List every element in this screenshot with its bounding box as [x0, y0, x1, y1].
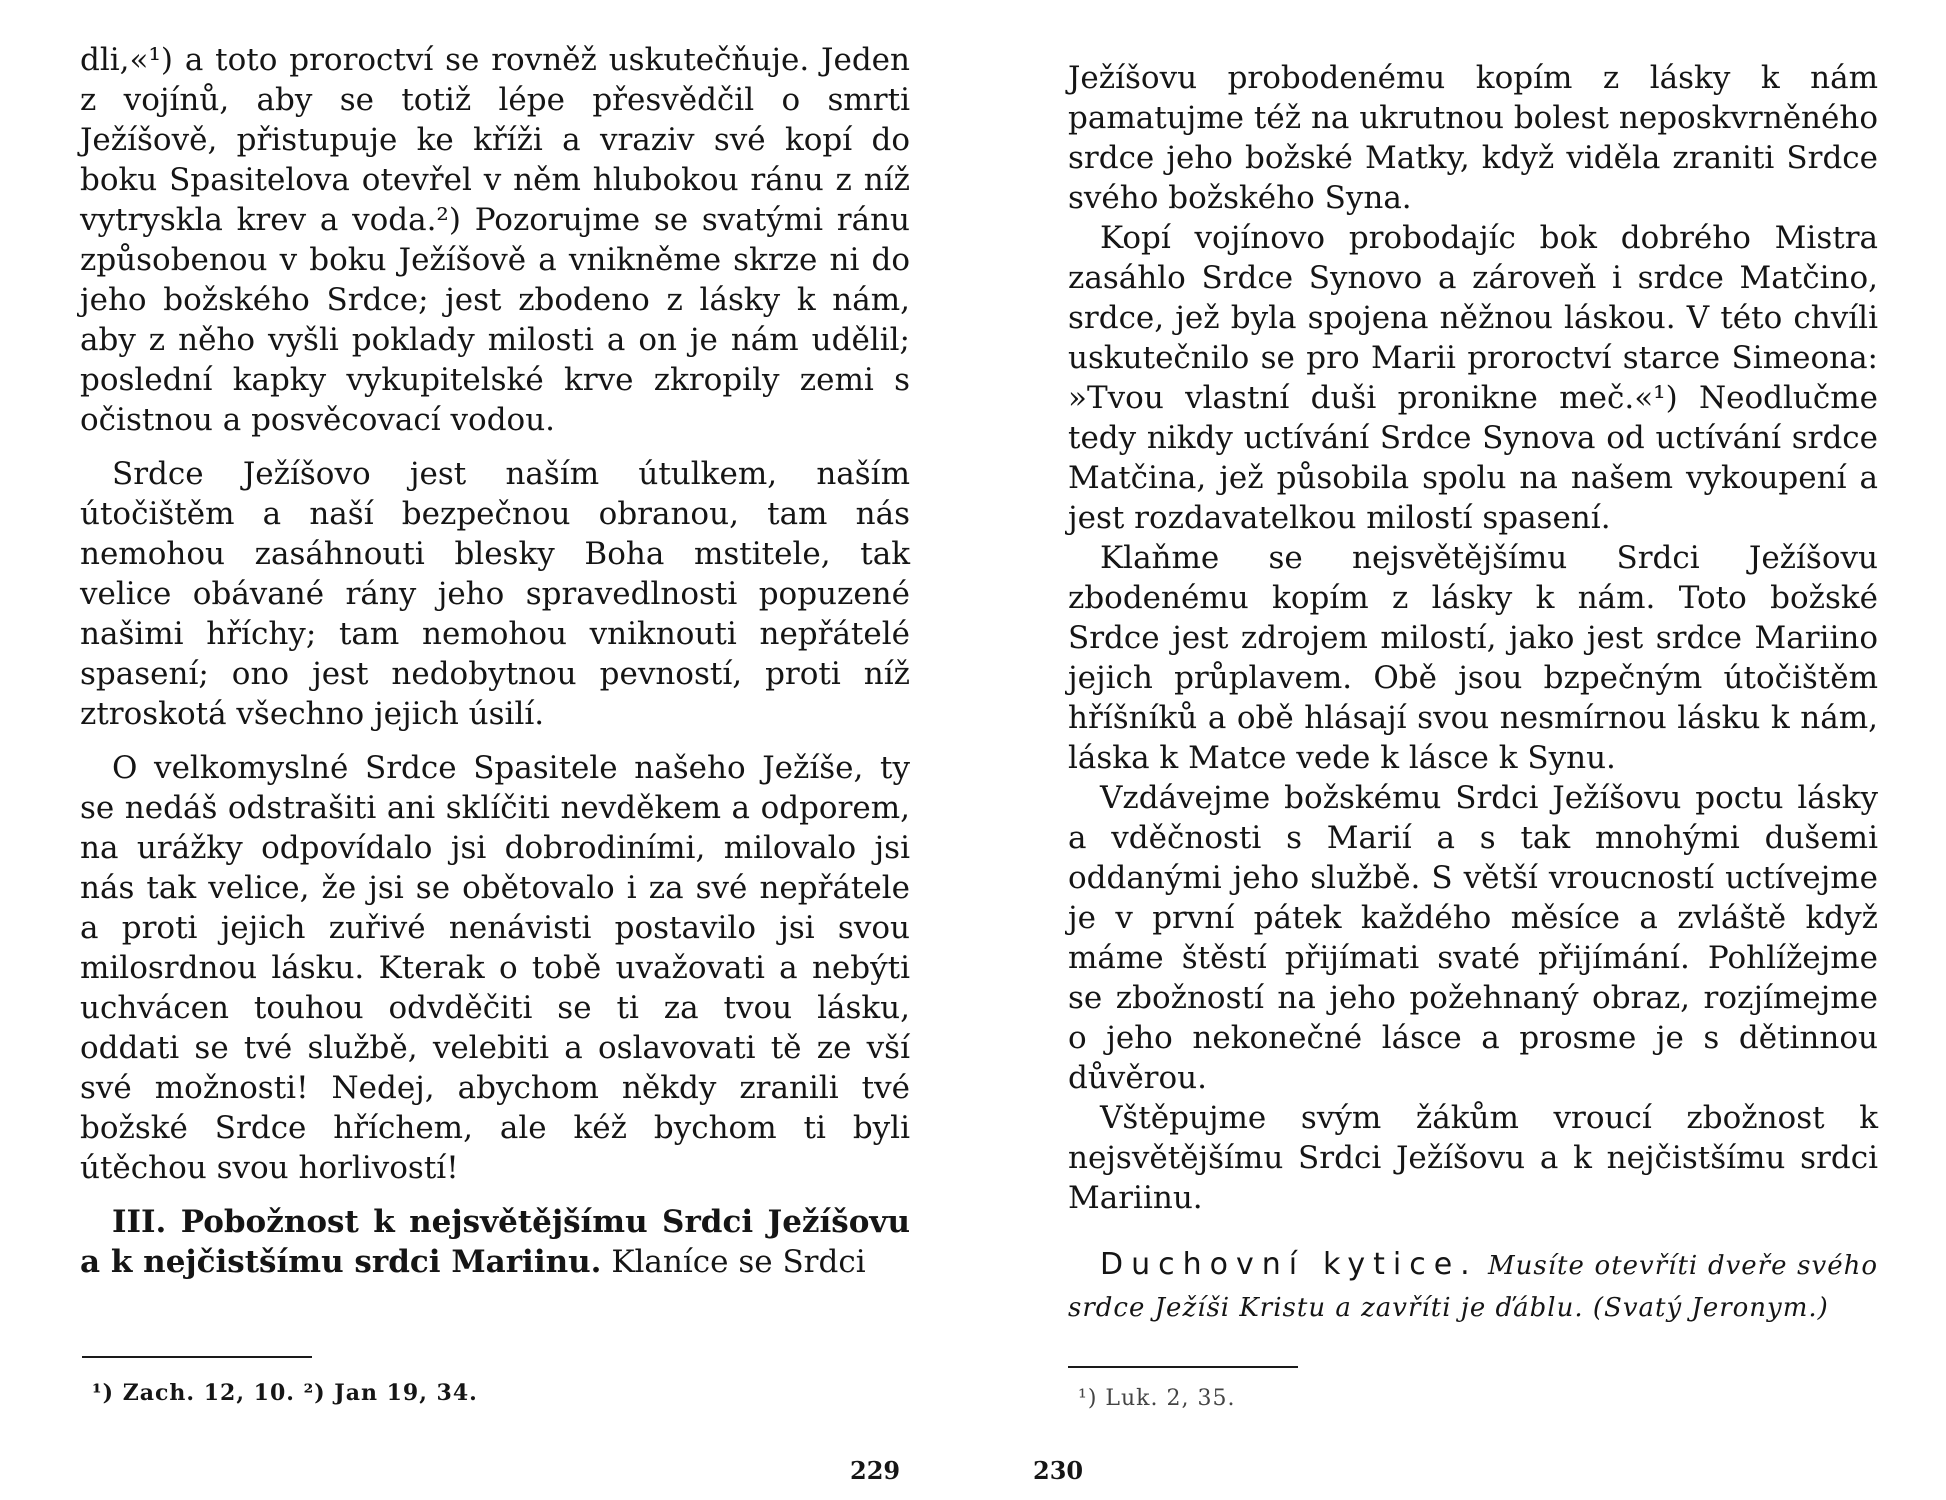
left-paragraph-1: dli,«¹) a toto proroctví se rovněž uskutečňuje. Jeden z vojínů, aby se totiž lépe přesvědčil o smrti Ježíšově, přistupuje ke kříži a vraziv své kopí do boku Spasitelova otevřel v něm hlubokou ránu z níž vytryskla krev a voda.²) Pozorujme se svatými ránu způsobenou v boku Ježíšově a vnikněme skrze ni do jeho božského Srdce; jest zbodeno z lásky k nám, aby z něho vyšli poklady milosti a on je nám udělil; poslední kapky vykupitelské krve zkropily zemi s očistnou a posvěcovací vodou.	[80, 42, 910, 438]
spiritual-text: Musíte otevříti dveře svého srdce Ježíši Kristu a zavříti je ďáblu. (Svatý Jeronym.)	[1068, 1251, 1878, 1323]
right-page-number: 230	[1033, 1456, 1084, 1485]
spiritual-bouquet	[1068, 1244, 1878, 1328]
section-heading-tail: Klaníce se Srdci	[611, 1244, 866, 1280]
section-heading-paragraph	[80, 1202, 910, 1282]
right-footnote-rule	[1068, 1366, 1298, 1368]
right-paragraph-5: Vštěpujme svým žákům vroucí zbožnost k nejsvětějšímu Srdci Ježíšovu a k nejčistšímu srdci Mariinu.	[1068, 1100, 1878, 1216]
left-footnote: ¹) Zach. 12, 10. ²) Jan 19, 34.	[92, 1380, 478, 1406]
left-paragraph-2: Srdce Ježíšovo jest naším útulkem, naším útočištěm a naší bezpečnou obranou, tam nás nemohou zasáhnouti blesky Boha mstitele, tak velice obávané rány jeho spravedlnosti popuzené našimi hříchy; tam nemohou vniknouti nepřátelé spasení; ono jest nedobytnou pevností, proti níž ztroskotá všechno jejich úsilí.	[80, 456, 910, 732]
left-footnote-rule	[82, 1356, 312, 1358]
left-page-number: 229	[850, 1456, 901, 1485]
right-paragraph-3: Klaňme se nejsvětějšímu Srdci Ježíšovu zbodenému kopím z lásky k nám. Toto božské Srdce jest zdrojem milostí, jako jest srdce Mariino jejich průplavem. Obě jsou bzpečným útočištěm hříšníků a obě hlásají svou nesmírnou lásku k nám, láska k Matce vede k lásce k Synu.	[1068, 540, 1878, 776]
right-paragraph-4: Vzdávejme božskému Srdci Ježíšovu poctu lásky a vděčnosti s Marií a s tak mnohými dušemi oddanými jeho službě. S větší vroucností uctívejme je v první pátek každého měsíce a zvláště když máme štěstí přijímati svaté přijímání. Pohlížejme se zbožností na jeho požehnaný obraz, rozjímejme o jeho nekonečné lásce a prosme je s dětinnou důvěrou.	[1068, 780, 1878, 1096]
right-paragraph-1: Ježíšovu probodenému kopím z lásky k nám pamatujme též na ukrutnou bolest neposkvrněného srdce jeho božské Matky, když viděla zraniti Srdce svého božského Syna.	[1068, 60, 1878, 216]
right-page	[973, 0, 1946, 1500]
spiritual-heading: Duchovní kytice.	[1100, 1247, 1478, 1282]
section-heading: III. Pobožnost k nejsvětějšímu Srdci Ježíšovu a k nejčistšímu srdci Mariinu.	[80, 1204, 910, 1280]
left-paragraph-3: O velkomyslné Srdce Spasitele našeho Ježíše, ty se nedáš odstrašiti ani sklíčiti nevděkem a odporem, na urážky odpovídalo jsi dobrodiními, milovalo jsi nás tak velice, že jsi se obětovalo i za své nepřátele a proti jejich zuřivé nenávisti postavilo jsi svou milosrdnou lásku. Kterak o tobě uvažovati a nebýti uchvácen touhou odvděčiti se ti za tvou lásku, oddati se tvé službě, velebiti a oslavovati tě ze vší své možnosti! Nedej, abychom někdy zranili tvé božské Srdce hříchem, ale kéž bychom ti byli útěchou svou horlivostí!	[80, 750, 910, 1186]
right-text-column	[1068, 58, 1878, 1342]
left-text-column	[80, 40, 910, 1296]
right-paragraph-2: Kopí vojínovo probodajíc bok dobrého Mistra zasáhlo Srdce Synovo a zároveň i srdce Matčino, srdce, jež byla spojena něžnou láskou. V této chvíli uskutečnilo se pro Marii proroctví starce Simeona: »Tvou vlastní duši pronikne meč.«¹) Neodlučme tedy nikdy uctívání Srdce Synova od uctívání srdce Matčina, jež působila spolu na našem vykoupení a jest rozdavatelkou milostí spasení.	[1068, 220, 1878, 536]
right-footnote: ¹) Luk. 2, 35.	[1078, 1386, 1236, 1411]
